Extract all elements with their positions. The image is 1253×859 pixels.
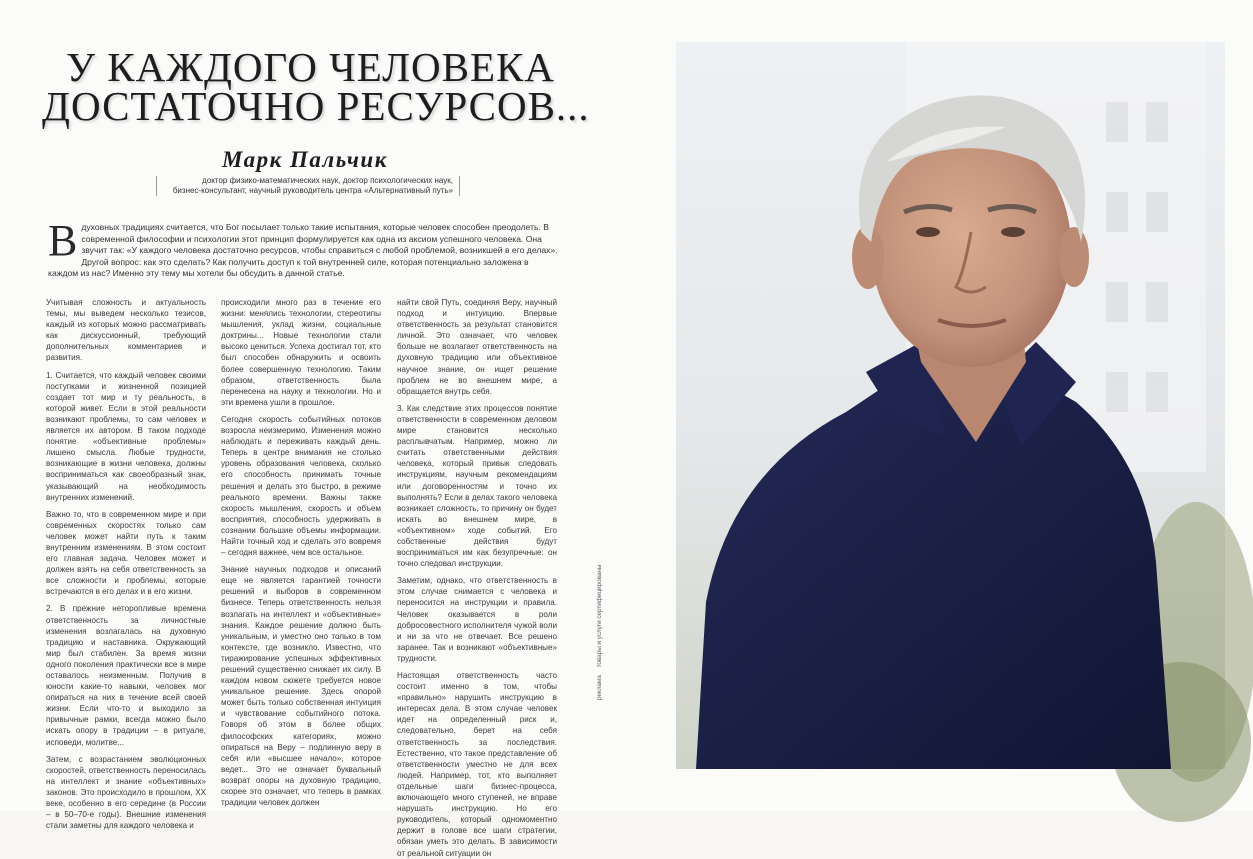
paragraph: 3. Как следствие этих процессов понятие ответственности в современном деловом мире становится несколько расплывчатым. Например, можно ли считать ответственными действия человека, который привык следовать инструкциям, научным рекомендациям или договоренностям и точно их выполнять? Если в делах такого человека возникает сложность, то причину он будет искать во внешнем мире, в «объективном» ходе событий. Его собственные действия будут восприниматься им как безупречные: он точно следовал инструкции. [397,403,557,569]
paragraph: найти свой Путь, соединяя Веру, научный подход и интуицию. Впервые ответственность за результат становится личной. Это означает, что человек больше не возлагает ответственность на духовную традицию или объективное научное знание, он ищет решение проблем не во внешнем мире, а обращается внутрь себя. [397,298,557,396]
paragraph: Важно то, что в современном мире и при современных скоростях только сам человек может найти путь к таким внутренним изменениям. В этом состоит его главная задача. Человек может и должен взять на себя ответственность за все сложности и проблемы, которые встречаются в его делах и в его жизни. [46,509,206,597]
text-column-2 [221,297,381,808]
author-name: Марк Пальчик [222,147,388,172]
paragraph: Заметим, однако, что ответственность в этом случае снимается с человека и переносится на инструкции и правила. Человек оказывается в роли добросовестного исполнителя чужой воли и ни за что не отвечает. Все решено заранее. Так и возникают «объективные» трудности. [397,576,557,663]
article-title-line-1: У КАЖДОГО ЧЕЛОВЕКА [66,44,555,90]
paragraph: происходили много раз в течение его жизни: менялись технологии, стереотипы мышления, уклад жизни, социальные доктрины... Новые технологии стали высоко цениться. Успеха достигал тот, кто был способен обнаружить и освоить более совершенную технологию. Таким образом, ответственность была перенесена на науку и технологии. Но и эти времена ушли в прошлое. [221,298,381,407]
credentials-line-2: бизнес-консультант, научный руководитель центра «Альтернативный путь» [172,186,453,195]
advertising-label: реклама [596,675,603,700]
paragraph: Сегодня скорость событийных потоков возросла неизмеримо. Изменения можно наблюдать и переживать каждый день. Теперь в центре внимания не столько уровень образования человека, сколько его способность принимать точные решения и делать это быстро, в режиме реального времени. Важны также скорость мышления, скорость и объем восприятия, способность удерживать в сознании большие объемы информации. Найти точный ход и сделать это вовремя – сегодня важнее, чем все остальное. [221,414,381,558]
text-column-3 [397,297,557,858]
lede-text: духовных традициях считается, что Бог посылает только такие испытания, которые человек способен преодолеть. В современной философии и психологии этот принцип формулируется как одна из аксиом успешного человека. Она звучит так: «У каждого человека достаточно ресурсов, чтобы справиться с любой проблемой, возникшей в его делах». Другой вопрос: как это сделать? Как получить доступ к той внутренней силе, которая потенциально заложена в каждом из нас? Именно эту тему мы хотели бы обсудить в данной статье. [48,222,558,279]
author-credentials [156,176,460,196]
paragraph: Затем, с возрастанием эволюционных скоростей, ответственность переносилась на интеллект и знание «объективных» законов. Это происходило в прошлом, XX веке, особенно в его середине (в России – в 50–70-е годы). Внешние изменения стали заметны для каждого человека и [46,754,206,831]
text-column-1 [46,297,206,831]
paragraph: 1. Считается, что каждый человек своими поступками и жизненной позицией создает тот мир и ту реальность, в которой живет. Если в этой реальности возникают проблемы, то сам человек и является их автором. В таком подходе понятие «объективные проблемы» лишено смысла. Любые трудности, возникающие в жизни человека, должны восприниматься как своеобразный знак, указывающий на необходимость внутренних изменений. [46,370,206,502]
article-title [42,44,602,129]
portrait-illustration [676,42,1225,769]
article-title-line-2: ДОСТАТОЧНО РЕСУРСОВ... [42,83,590,129]
paragraph: Знание научных подходов и описаний еще не является гарантией точности решений и выборов в современном бизнесе. Теперь ответственность нельзя возлагать на интеллект и «объективные» знания. Каждое решение должно быть уникальным, и уместно оно только в том контексте, где возникло. Известно, что тиражирование успешных эффективных решений существенно снижает их силу. В каждом новом сюжете требуется новое уникальное решение. Здесь опорой может быть только собственная интуиция и чувствование событийного потока. Говоря об этом в более общих философских категориях, можно опираться на Веру – подлинную веру в себя или «высшее начало», которое ведет... Это не означает буквальный возврат опоры на духовную традицию, скорее это означает, что теперь в рамках традиции человек должен [221,565,381,808]
certification-note: товары и услуги сертифицированы [596,564,603,668]
paragraph: Учитывая сложность и актуальность темы, мы выведем несколько тезисов, каждый из которых можно рассматривать как дискуссионный, требующий дополнительных комментариев и развития. [46,298,206,363]
advertising-note [596,564,604,700]
author-portrait-photo [676,42,1225,769]
drop-cap: В [48,216,78,265]
paragraph: 2. В прежние неторопливые времена ответственность за личностные изменения возлагалась на духовную традицию и наставника. Окружающий мир был стабилен. За время жизни одного поколения практически все в мире оставалось неизменным. Получив в юности какие-то навыки, человек мог опираться на них в течение всей своей жизни. Если что-то и выходило за привычные рамки, всегда можно было искать опору в традиции – в ритуале, исповеди, молитве... [46,604,206,747]
lede-paragraph [48,216,560,280]
credentials-line-1: доктор физико-математических наук, доктор психологических наук, [202,176,453,185]
paragraph: Настоящая ответственность часто состоит именно в том, чтобы «правильно» нарушить инструкцию в интересах дела. В этом случае человек идет на определенный риск и, следовательно, берет на себя ответственность за последствия. Естественно, что такое представление об ответственности уместно не для всех людей. Например, тот, кто выполняет отдельные шаги бизнес-процесса, включающего много ступеней, не вправе нарушать инструкцию. Но его руководитель, который одномоментно держит в голове все шаги стратегии, обязан уметь это делать. В зависимости от реальной ситуации он [397,671,557,858]
